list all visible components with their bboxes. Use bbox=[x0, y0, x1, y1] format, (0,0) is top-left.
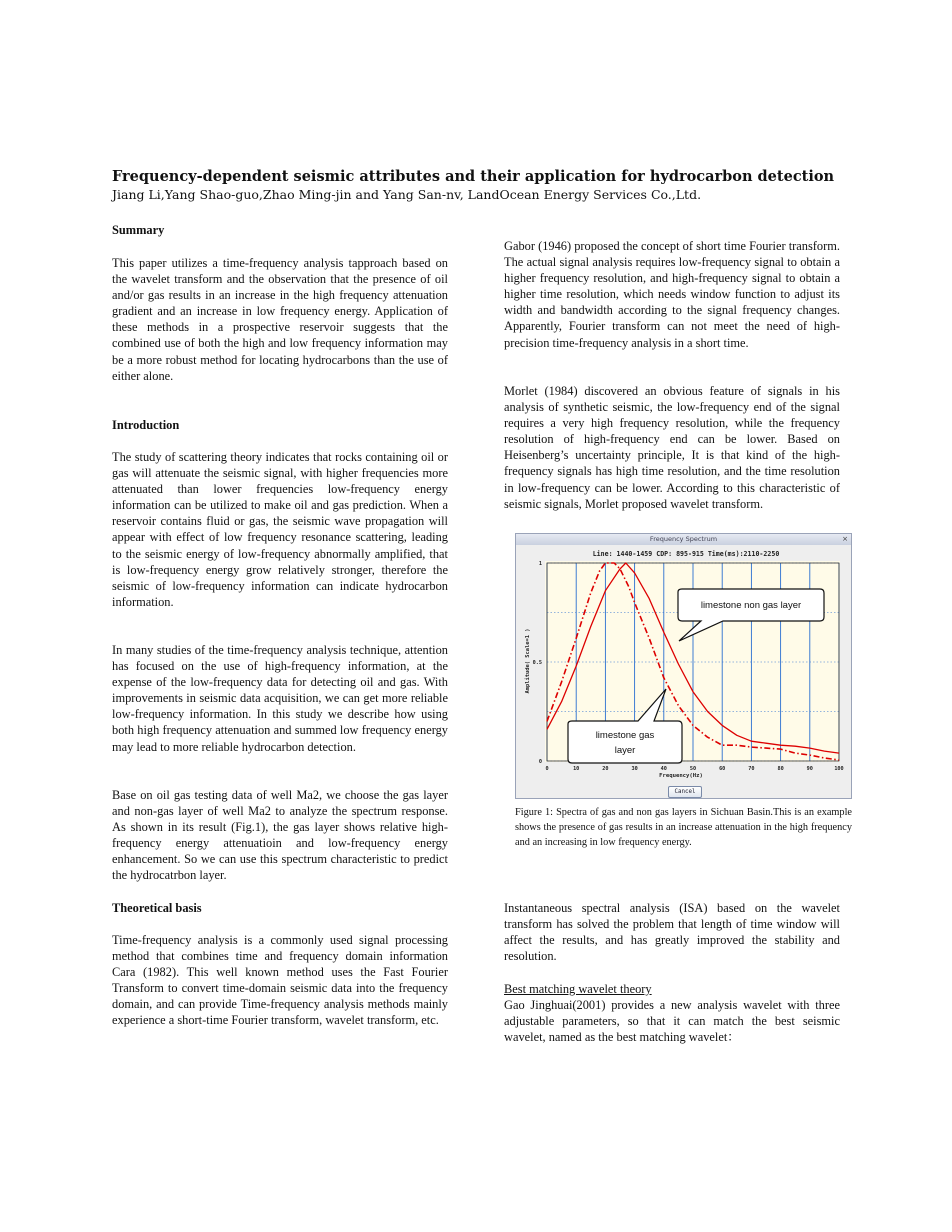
y-tick-label: 0 bbox=[538, 759, 542, 765]
x-tick-label: 80 bbox=[777, 766, 784, 772]
gabor-paragraph: Gabor (1946) proposed the concept of short time Fourier transform. The actual signal analysis requires low-frequency signal to obtain a higher frequency resolution, and high-frequency signal to obtain a higher time resolution, which needs window function to adjust its width and bandwidth according to the signal frequency changes. Apparently, Fourier transform can not meet the need of high-precision time-frequency analysis in a short time. bbox=[504, 239, 840, 350]
close-icon[interactable]: × bbox=[842, 535, 848, 543]
best-matching-subheading: Best matching wavelet theory bbox=[504, 982, 652, 996]
x-tick-label: 20 bbox=[602, 766, 609, 772]
summary-paragraph: This paper utilizes a time-frequency analysis tapproach based on the wavelet transform and the observation that the presence of oil and/or gas results in an increase in the high frequency attenuation gradient and an increase in low frequency energy. Application of these methods in a prospective reservoir suggests that the combined use of both the high and low frequency information may be a more robust method for locating hydrocarbons than the use of either alone. bbox=[112, 256, 448, 383]
theoretical-basis-paragraph: Time-frequency analysis is a commonly used signal processing method that combines time and frequency domain information Cara (1982). This well known method uses the Fast Fourier Transform to convert time-domain seismic data into the frequency domain, and can provide Time-frequency analysis methods mainly experience a short-time Fourier transform, wavelet transform, etc. bbox=[112, 933, 448, 1028]
cancel-button[interactable]: Cancel bbox=[668, 786, 702, 798]
x-tick-label: 30 bbox=[631, 766, 638, 772]
introduction-paragraph-1: The study of scattering theory indicates that rocks containing oil or gas will attenuate the seismic signal, with higher frequencies more attenuated than lower frequencies low-frequency energy information can be utilized to make oil and gas prediction. When a reservoir contains fluid or gas, the seismic wave propagation will appear with effect of low frequency resonance scattering, leading to the seismic energy of low-frequency abnormally amplified, that is low-frequency energy grow relatively stronger, therefore the seismic of low-frequency information can indicate hydrocarbon information. bbox=[112, 450, 448, 609]
figure-caption: Figure 1: Spectra of gas and non gas layers in Sichuan Basin.This is an example shows the presence of gas results in an increase attenuation in the high frequency and an increasing in low frequency energy. bbox=[515, 807, 852, 848]
x-axis-label: Frequency(Hz) bbox=[659, 773, 703, 779]
plot-header: Line: 1440-1459 CDP: 895-915 Time(ms):2110-2250 bbox=[592, 550, 780, 558]
callout-non-gas-text: limestone non gas layer bbox=[700, 600, 802, 611]
theoretical-basis-heading: Theoretical basis bbox=[112, 901, 202, 915]
x-tick-label: 50 bbox=[689, 766, 697, 772]
author-line: Jiang Li,Yang Shao-guo,Zhao Ming-jin and Yang San-nv, LandOcean Energy Services Co.,Ltd. bbox=[112, 187, 702, 202]
gao-paragraph: Gao Jinghuai(2001) provides a new analysis wavelet with three adjustable parameters, so that it can match the best seismic wavelet, named as the best matching wavelet： bbox=[504, 998, 840, 1045]
paper-title: Frequency-dependent seismic attributes and their application for hydrocarbon detection bbox=[112, 168, 835, 185]
x-tick-label: 100 bbox=[834, 766, 844, 772]
window-title: Frequency Spectrum bbox=[649, 535, 718, 543]
frequency-spectrum-window bbox=[515, 533, 852, 799]
x-tick-label: 60 bbox=[719, 766, 726, 772]
introduction-heading: Introduction bbox=[112, 418, 180, 432]
callout-gas-text-line2: layer bbox=[614, 745, 636, 756]
callout-gas-text-line1: limestone gas bbox=[595, 730, 655, 741]
x-tick-label: 70 bbox=[748, 766, 755, 772]
window-titlebar bbox=[516, 534, 851, 545]
morlet-paragraph: Morlet (1984) discovered an obvious feature of signals in his analysis of synthetic seismic, the low-frequency end of the signal requires a very high frequency resolution, while the frequency resolution of high-frequency end can be lower. Based on Heisenberg’s uncertainty principle, It is that kind of the high-frequency signals has high time resolution, and the time resolution in low-frequency can be lower. According to this characteristic of seismic signals, Morlet proposed wavelet transform. bbox=[504, 384, 840, 511]
x-tick-label: 40 bbox=[660, 766, 667, 772]
isa-paragraph: Instantaneous spectral analysis (ISA) based on the wavelet transform has solved the problem that length of time window will affect the results, and has greatly improved the stability and resolution. bbox=[504, 901, 840, 964]
y-tick-label: 0.5 bbox=[532, 660, 542, 666]
y-axis-label: Amplitude( Scale=1 ) bbox=[525, 628, 531, 694]
y-tick-label: 1 bbox=[538, 561, 542, 567]
x-tick-label: 0 bbox=[545, 766, 549, 772]
x-tick-label: 90 bbox=[806, 766, 813, 772]
introduction-paragraph-2: In many studies of the time-frequency analysis technique, attention has focused on the use of high-frequency information, at the expense of the low-frequency data for detecting oil and gas. With improvements in seismic data acquisition, we can get more reliable low-frequency information. In this study we describe how using both high frequency attenuation and summed low frequency energy may lead to more reliable hydrocarbon detection. bbox=[112, 643, 448, 754]
summary-heading: Summary bbox=[112, 223, 165, 237]
spectrum-chart bbox=[516, 545, 851, 785]
x-tick-label: 10 bbox=[573, 766, 580, 772]
introduction-paragraph-3: Base on oil gas testing data of well Ma2, we choose the gas layer and non-gas layer of well Ma2 to analyze the spectrum response. As shown in its result (Fig.1), the gas layer shows relative high-frequency energy attenuatioin and low-frequency energy enhancement. So we can use this spectrum characteristic to predict the hydrocatrbon layer. bbox=[112, 788, 448, 883]
